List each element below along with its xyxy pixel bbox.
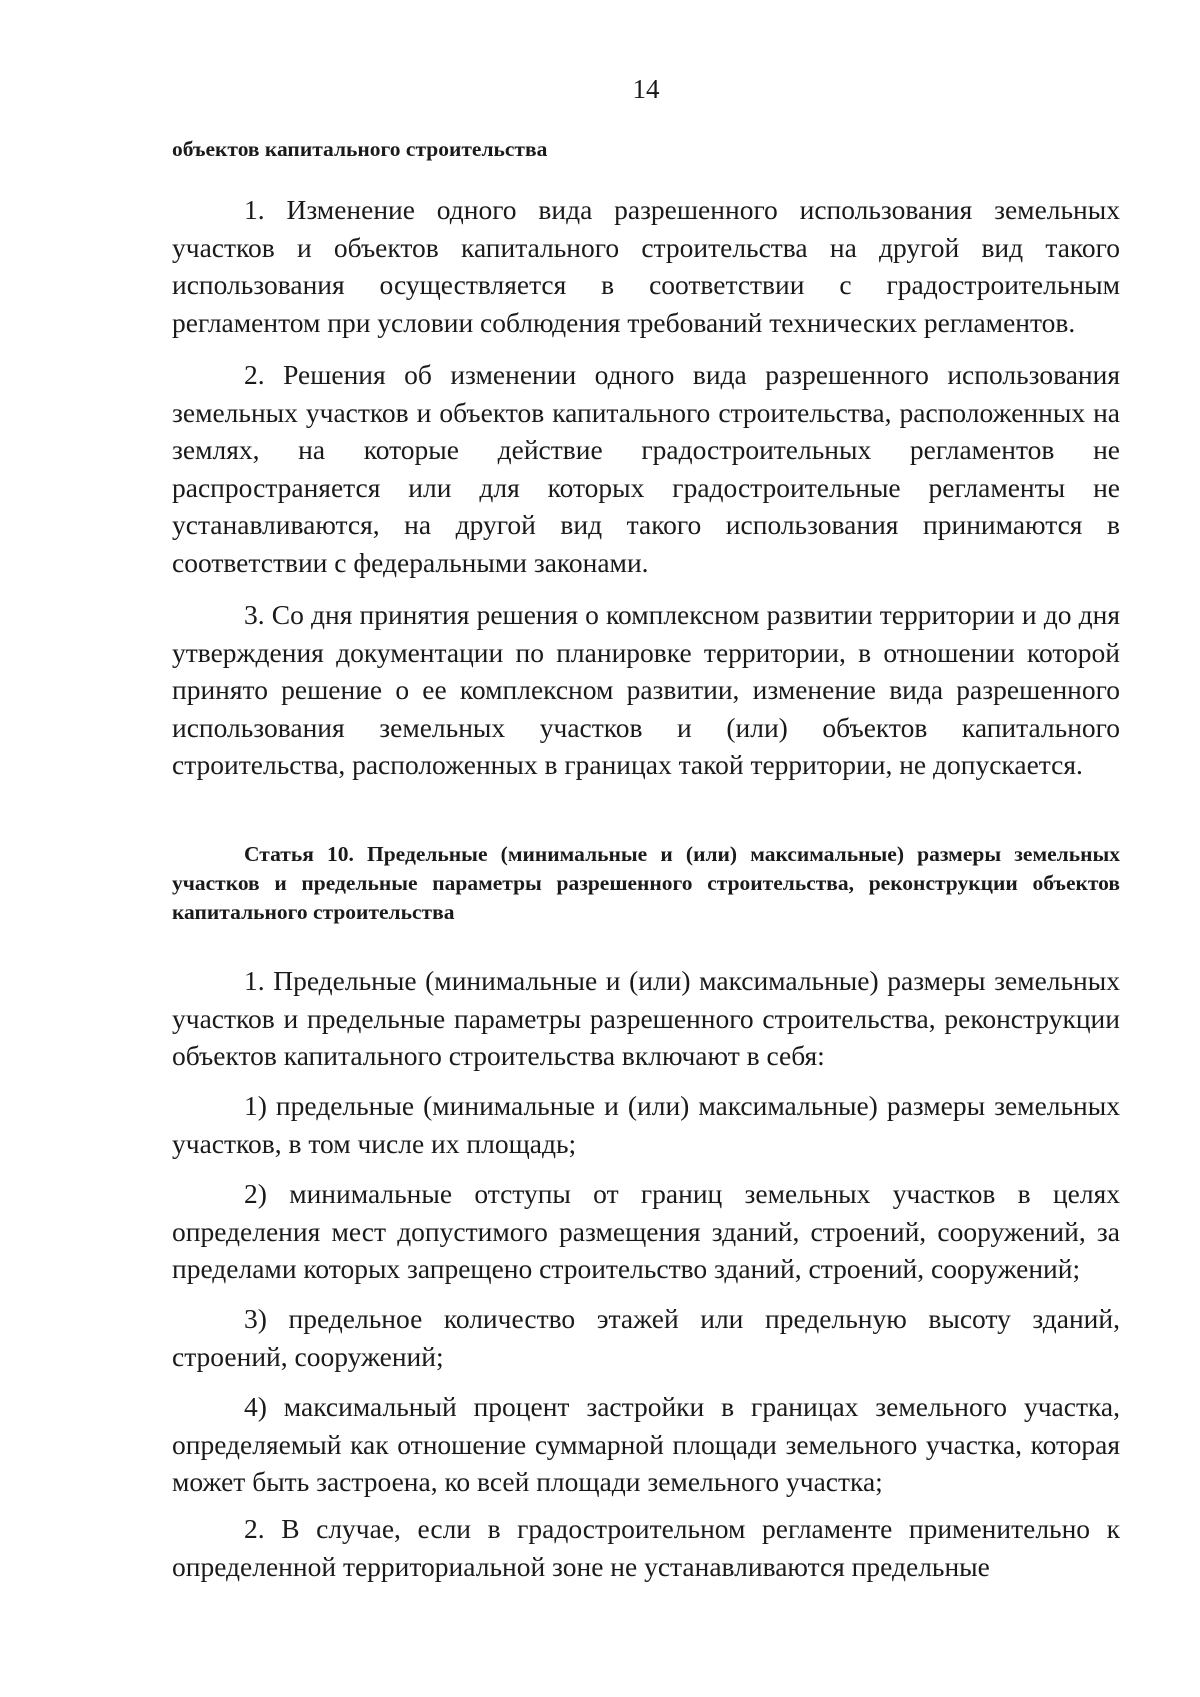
paragraph-block xyxy=(172,1510,1120,1585)
list-item-block xyxy=(172,1300,1120,1375)
heading-continuation: объектов капитального строительства xyxy=(172,137,548,161)
article-heading-block xyxy=(172,840,1120,927)
list-item-2: 2) минимальные отступы от границ земельных участков в целях определения мест допустимого размещения зданий, строений, сооружений, за пределами которых запрещено строительство зданий, строений, сооружений; xyxy=(172,1178,1120,1284)
paragraph-1: 1. Изменение одного вида разрешенного использования земельных участков и объектов капитального строительства на другой вид такого использования осуществляется в соответствии с градостроительным регламентом при условии соблюдения требований технических регламентов. xyxy=(172,194,1120,338)
paragraph-block xyxy=(172,596,1120,784)
article-10-heading: Статья 10. Предельные (минимальные и (или) максимальные) размеры земельных участков и предельные параметры разрешенного строительства, реконструкции объектов капитального строительства xyxy=(172,842,1120,924)
list-item-1: 1) предельные (минимальные и (или) максимальные) размеры земельных участков, в том числе их площадь; xyxy=(172,1090,1120,1159)
paragraph-block xyxy=(172,962,1120,1075)
paragraph-block xyxy=(172,191,1120,341)
paragraph-block xyxy=(172,356,1120,581)
article-10-paragraph-2: 2. В случае, если в градостроительном регламенте применительно к определенной территориальной зоне не устанавливаются предельные xyxy=(172,1513,1120,1582)
paragraph-2: 2. Решения об изменении одного вида разрешенного использования земельных участков и объектов капитального строительства, расположенных на землях, на которые действие градостроительных регламентов не распространяется или для которых градостроительные регламенты не устанавливаются, на другой вид такого использования принимаются в соответствии с федеральными законами. xyxy=(172,359,1120,578)
list-item-3: 3) предельное количество этажей или предельную высоту зданий, строений, сооружений; xyxy=(172,1303,1120,1372)
list-item-4: 4) максимальный процент застройки в границах земельного участка, определяемый как отношение суммарной площади земельного участка, которая может быть застроена, ко всей площади земельного участка; xyxy=(172,1391,1120,1497)
list-item-block xyxy=(172,1175,1120,1288)
page-number: 14 xyxy=(632,74,660,104)
article-10-paragraph-1: 1. Предельные (минимальные и (или) максимальные) размеры земельных участков и предельные параметры разрешенного строительства, реконструкции объектов капитального строительства включают в себя: xyxy=(172,965,1120,1071)
list-item-block xyxy=(172,1087,1120,1162)
list-item-block xyxy=(172,1388,1120,1501)
paragraph-3: 3. Со дня принятия решения о комплексном развитии территории и до дня утверждения документации по планировке территории, в отношении которой принято решение о ее комплексном развитии, изменение вида разрешенного использования земельных участков и (или) объектов капитального строительства, расположенных в границах такой территории, не допускается. xyxy=(172,599,1120,780)
